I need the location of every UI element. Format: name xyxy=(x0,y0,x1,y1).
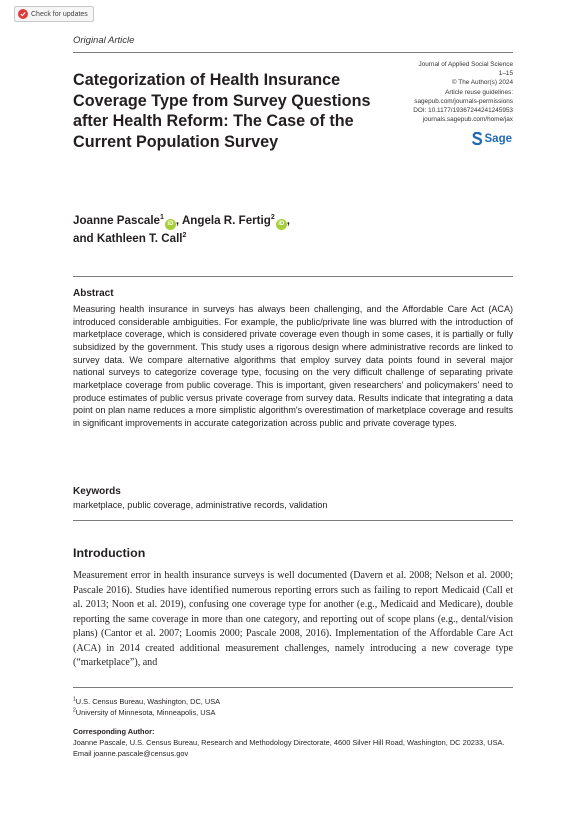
author-list: Joanne Pascale$^1$iD , Angela R. Fertig$^2$iD , and Kathleen T. Call$^2$ xyxy=(73,214,290,245)
publisher-name: Sage xyxy=(484,132,512,145)
footnotes xyxy=(73,696,513,759)
journal-homepage-link[interactable]: journals.sagepub.com/home/jax xyxy=(422,116,513,124)
article-type: Original Article xyxy=(73,35,135,46)
abstract-text: Measuring health insurance in surveys has always been challenging, and the Affordable Care Act (ACA) introduced considerable ambiguities. For example, the public/private line was blurred with the introduction of marketplace coverage, which is considered private coverage even though in some cases, it is partially or fully subsidized by the government. This study uses a rigorous design where administrative records are linked to survey data. We compare alternative algorithms that employ survey data points found in several major national surveys to categorize coverage type, focusing on the very difficult challenge of separating private marketplace coverage from public coverage. This is important, given researchers' and policymakers' need to produce estimates of public versus private coverage from survey data. Results indicate that integrating a data point on plan name reduces a more simplistic algorithm's overestimation of marketplace coverage and results in significant improvements in accurate categorization across public and private coverage types. xyxy=(73,304,513,428)
sage-mark-icon xyxy=(472,132,483,145)
introduction-text: Measurement error in health insurance surveys is well documented (Davern et al. 2008; Nelson et al. 2000; Pascale 2016). Studies have identified numerous reporting errors such as failing to report Medicaid (Call et al. 2013; Noon et al. 2019), confusing one coverage type for another (e.g., Medicaid and Medicare), double reporting the same coverage in more than one category, and reporting out of scope plans (e.g., dental/vision plans) (Cantor et al. 2007; Loomis 2000; Pascale 2008, 2016). Implementation of the Affordable Care Act (ACA) in 2014 created additional measurement challenges, namely introducing a new coverage type (“marketplace”), and xyxy=(73,570,513,668)
orcid-icon[interactable]: iD xyxy=(276,219,287,230)
sage-logo xyxy=(472,132,513,145)
author-affiliation-mark: 1 xyxy=(160,214,164,222)
introduction-heading: Introduction xyxy=(73,546,146,560)
reuse-guidelines-label: Article reuse guidelines: xyxy=(445,88,513,96)
corresponding-author-address: Joanne Pascale, U.S. Census Bureau, Research and Methodology Directorate, 4600 Silver Hill Road, Washington, DC 20233, USA. xyxy=(73,738,505,747)
author-name: and Kathleen T. Call xyxy=(73,232,183,245)
journal-info xyxy=(313,60,513,124)
keywords-heading: Keywords xyxy=(73,486,121,497)
author-affiliation-mark: 2 xyxy=(182,232,187,240)
footnote-divider xyxy=(73,687,513,688)
article-title: Categorization of Health Insurance Coverage Type from Survey Questions after Health Reform: The Case of the Current Population Survey xyxy=(73,71,371,151)
page-range: 1–15 xyxy=(498,70,513,78)
author-name: Angela R. Fertig xyxy=(181,214,271,227)
keywords-text: marketplace, public coverage, administrative records, validation xyxy=(73,500,328,510)
author-affiliation-mark: 2 xyxy=(270,214,275,222)
journal-name: Journal of Applied Social Science xyxy=(418,61,513,68)
check-for-updates-button[interactable] xyxy=(14,6,94,22)
corresponding-author-heading: Corresponding Author: xyxy=(73,727,155,736)
corresponding-author-email[interactable]: Email joanne.pascale@census.gov xyxy=(73,749,189,758)
doi[interactable]: DOI: 10.1177/19367244241245953 xyxy=(413,107,513,115)
check-for-updates-label: Check for updates xyxy=(31,10,88,18)
permissions-link[interactable]: sagepub.com/journals-permissions xyxy=(414,97,513,105)
affiliation-1: $^1$U.S. Census Bureau, Washington, DC, USA xyxy=(73,696,221,706)
copyright: © The Author(s) 2024 xyxy=(451,79,513,87)
abstract-heading: Abstract xyxy=(73,288,114,299)
keywords-divider xyxy=(73,520,513,521)
abstract-divider xyxy=(73,276,513,277)
header-divider xyxy=(73,52,513,53)
affiliation-2: $^2$University of Minnesota, Minneapolis, USA xyxy=(73,707,216,717)
author-name: Joanne Pascale xyxy=(73,214,161,227)
check-updates-icon xyxy=(18,9,28,19)
orcid-icon[interactable]: iD xyxy=(165,219,176,230)
